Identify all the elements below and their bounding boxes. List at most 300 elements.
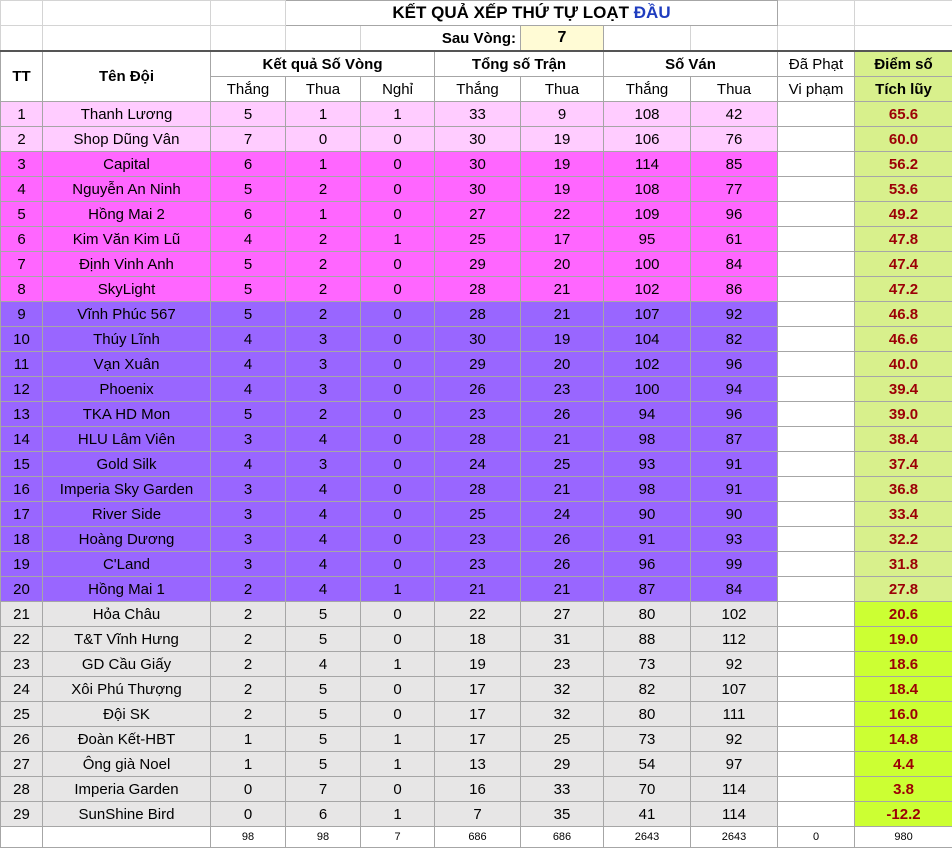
game-loss-cell: 112 — [691, 627, 778, 652]
table-row — [1, 177, 952, 202]
points-cell: 40.0 — [855, 352, 952, 377]
team-name-cell: Phoenix — [43, 377, 211, 402]
rank-cell: 5 — [1, 202, 43, 227]
totals-row — [1, 827, 952, 848]
round-loss-cell: 4 — [286, 577, 361, 602]
game-loss-cell: 84 — [691, 252, 778, 277]
table-row — [1, 627, 952, 652]
points-cell: 37.4 — [855, 452, 952, 477]
total-rw-cell: 98 — [211, 827, 286, 848]
penalty-cell — [778, 102, 855, 127]
points-cell: 19.0 — [855, 627, 952, 652]
points-cell: 47.4 — [855, 252, 952, 277]
table-row — [1, 652, 952, 677]
round-rest-cell: 0 — [361, 552, 435, 577]
game-loss-cell: 97 — [691, 752, 778, 777]
penalty-cell — [778, 652, 855, 677]
points-cell: 56.2 — [855, 152, 952, 177]
game-win-cell: 87 — [604, 577, 691, 602]
round-rest-cell: 0 — [361, 277, 435, 302]
penalty-cell — [778, 477, 855, 502]
game-win-cell: 98 — [604, 427, 691, 452]
penalty-cell — [778, 702, 855, 727]
game-win-cell: 108 — [604, 102, 691, 127]
round-rest-cell: 0 — [361, 202, 435, 227]
game-loss-cell: 76 — [691, 127, 778, 152]
game-loss-cell: 99 — [691, 552, 778, 577]
game-loss-cell: 90 — [691, 502, 778, 527]
match-win-cell: 13 — [435, 752, 521, 777]
points-cell: 46.8 — [855, 302, 952, 327]
rank-cell: 18 — [1, 527, 43, 552]
match-win-cell: 23 — [435, 552, 521, 577]
round-loss-cell: 5 — [286, 627, 361, 652]
round-loss-cell: 4 — [286, 427, 361, 452]
round-loss-cell: 0 — [286, 127, 361, 152]
team-name-cell: Nguyễn An Ninh — [43, 177, 211, 202]
round-win-cell: 7 — [211, 127, 286, 152]
points-cell: 38.4 — [855, 427, 952, 452]
round-win-cell: 0 — [211, 777, 286, 802]
rank-cell: 22 — [1, 627, 43, 652]
match-win-cell: 21 — [435, 577, 521, 602]
round-rest-cell: 0 — [361, 127, 435, 152]
game-win-cell: 54 — [604, 752, 691, 777]
round-loss-cell: 1 — [286, 102, 361, 127]
round-label: Sau Vòng: — [361, 26, 521, 52]
match-loss-cell: 21 — [521, 302, 604, 327]
round-rest-cell: 0 — [361, 477, 435, 502]
points-cell: 27.8 — [855, 577, 952, 602]
round-loss-cell: 4 — [286, 502, 361, 527]
match-win-cell: 26 — [435, 377, 521, 402]
round-rest-cell: 0 — [361, 452, 435, 477]
match-loss-cell: 21 — [521, 427, 604, 452]
match-win-cell: 23 — [435, 402, 521, 427]
team-name-cell: SkyLight — [43, 277, 211, 302]
points-cell: 39.4 — [855, 377, 952, 402]
table-row — [1, 352, 952, 377]
team-name-cell: Vĩnh Phúc 567 — [43, 302, 211, 327]
match-win-cell: 30 — [435, 177, 521, 202]
round-rest-cell: 0 — [361, 777, 435, 802]
match-loss-cell: 29 — [521, 752, 604, 777]
match-loss-cell: 19 — [521, 127, 604, 152]
round-rest-cell: 1 — [361, 102, 435, 127]
rank-cell: 6 — [1, 227, 43, 252]
penalty-cell — [778, 727, 855, 752]
match-loss-cell: 19 — [521, 152, 604, 177]
table-row — [1, 277, 952, 302]
table-row — [1, 227, 952, 252]
round-loss-cell: 6 — [286, 802, 361, 827]
header-points-top: Điểm số — [855, 51, 952, 77]
round-loss-cell: 3 — [286, 377, 361, 402]
penalty-cell — [778, 752, 855, 777]
game-win-cell: 100 — [604, 377, 691, 402]
round-loss-cell: 1 — [286, 152, 361, 177]
rank-cell: 1 — [1, 102, 43, 127]
round-loss-cell: 2 — [286, 302, 361, 327]
round-win-cell: 2 — [211, 652, 286, 677]
table-row — [1, 302, 952, 327]
game-loss-cell: 77 — [691, 177, 778, 202]
penalty-cell — [778, 252, 855, 277]
rank-cell: 20 — [1, 577, 43, 602]
penalty-cell — [778, 777, 855, 802]
title-highlight: ĐẦU — [633, 3, 671, 22]
game-loss-cell: 91 — [691, 452, 778, 477]
match-loss-cell: 25 — [521, 727, 604, 752]
table-row — [1, 677, 952, 702]
match-loss-cell: 23 — [521, 652, 604, 677]
game-win-cell: 88 — [604, 627, 691, 652]
game-loss-cell: 92 — [691, 727, 778, 752]
game-loss-cell: 84 — [691, 577, 778, 602]
match-loss-cell: 19 — [521, 177, 604, 202]
game-loss-cell: 111 — [691, 702, 778, 727]
round-win-cell: 5 — [211, 402, 286, 427]
team-name-cell: Ông già Noel — [43, 752, 211, 777]
game-win-cell: 102 — [604, 277, 691, 302]
rank-cell: 11 — [1, 352, 43, 377]
penalty-cell — [778, 627, 855, 652]
points-cell: -12.2 — [855, 802, 952, 827]
game-win-cell: 106 — [604, 127, 691, 152]
team-name-cell: Hồng Mai 2 — [43, 202, 211, 227]
rank-cell: 29 — [1, 802, 43, 827]
round-loss-cell: 3 — [286, 352, 361, 377]
round-rest-cell: 0 — [361, 302, 435, 327]
game-loss-cell: 91 — [691, 477, 778, 502]
header-game-loss: Thua — [691, 77, 778, 102]
title-row — [1, 1, 952, 26]
match-win-cell: 23 — [435, 527, 521, 552]
team-name-cell: Thúy Lĩnh — [43, 327, 211, 352]
table-row — [1, 427, 952, 452]
points-cell: 33.4 — [855, 502, 952, 527]
match-loss-cell: 21 — [521, 477, 604, 502]
game-win-cell: 80 — [604, 602, 691, 627]
match-loss-cell: 26 — [521, 527, 604, 552]
round-rest-cell: 1 — [361, 577, 435, 602]
header-round-rest: Nghỉ — [361, 77, 435, 102]
rank-cell: 27 — [1, 752, 43, 777]
round-win-cell: 5 — [211, 252, 286, 277]
rank-cell: 15 — [1, 452, 43, 477]
rank-cell: 13 — [1, 402, 43, 427]
round-rest-cell: 0 — [361, 352, 435, 377]
round-win-cell: 3 — [211, 552, 286, 577]
rank-cell: 4 — [1, 177, 43, 202]
rank-cell: 19 — [1, 552, 43, 577]
match-loss-cell: 17 — [521, 227, 604, 252]
match-win-cell: 17 — [435, 677, 521, 702]
round-loss-cell: 5 — [286, 602, 361, 627]
points-cell: 39.0 — [855, 402, 952, 427]
penalty-cell — [778, 552, 855, 577]
header-team: Tên Đội — [43, 51, 211, 102]
game-win-cell: 102 — [604, 352, 691, 377]
total-gw-cell: 2643 — [604, 827, 691, 848]
penalty-cell — [778, 227, 855, 252]
penalty-cell — [778, 802, 855, 827]
game-loss-cell: 92 — [691, 652, 778, 677]
round-loss-cell: 5 — [286, 752, 361, 777]
rank-cell: 17 — [1, 502, 43, 527]
penalty-cell — [778, 677, 855, 702]
rank-cell: 3 — [1, 152, 43, 177]
penalty-cell — [778, 602, 855, 627]
team-name-cell: Định Vinh Anh — [43, 252, 211, 277]
match-win-cell: 29 — [435, 252, 521, 277]
match-win-cell: 19 — [435, 652, 521, 677]
round-loss-cell: 4 — [286, 527, 361, 552]
game-win-cell: 70 — [604, 777, 691, 802]
team-name-cell: Xôi Phú Thượng — [43, 677, 211, 702]
round-rest-cell: 0 — [361, 252, 435, 277]
total-pts-cell: 980 — [855, 827, 952, 848]
round-loss-cell: 2 — [286, 402, 361, 427]
penalty-cell — [778, 352, 855, 377]
team-name-cell: River Side — [43, 502, 211, 527]
total-ml-cell: 686 — [521, 827, 604, 848]
match-loss-cell: 27 — [521, 602, 604, 627]
game-loss-cell: 85 — [691, 152, 778, 177]
round-win-cell: 5 — [211, 277, 286, 302]
round-loss-cell: 5 — [286, 727, 361, 752]
header-match-win: Thắng — [435, 77, 521, 102]
penalty-cell — [778, 377, 855, 402]
team-name-cell: Capital — [43, 152, 211, 177]
points-cell: 46.6 — [855, 327, 952, 352]
round-win-cell: 4 — [211, 377, 286, 402]
rank-cell: 23 — [1, 652, 43, 677]
empty-cell — [43, 827, 211, 848]
match-loss-cell: 22 — [521, 202, 604, 227]
game-win-cell: 80 — [604, 702, 691, 727]
team-name-cell: Đội SK — [43, 702, 211, 727]
points-cell: 32.2 — [855, 527, 952, 552]
table-row — [1, 802, 952, 827]
rank-cell: 2 — [1, 127, 43, 152]
match-loss-cell: 20 — [521, 352, 604, 377]
match-win-cell: 29 — [435, 352, 521, 377]
round-win-cell: 4 — [211, 327, 286, 352]
rank-cell: 26 — [1, 727, 43, 752]
game-win-cell: 73 — [604, 652, 691, 677]
team-name-cell: Vạn Xuân — [43, 352, 211, 377]
table-row — [1, 727, 952, 752]
match-win-cell: 25 — [435, 502, 521, 527]
points-cell: 60.0 — [855, 127, 952, 152]
rank-cell: 12 — [1, 377, 43, 402]
penalty-cell — [778, 302, 855, 327]
match-win-cell: 25 — [435, 227, 521, 252]
round-loss-cell: 4 — [286, 552, 361, 577]
header-games: Số Ván — [604, 51, 778, 77]
game-win-cell: 73 — [604, 727, 691, 752]
round-value[interactable]: 7 — [521, 26, 604, 52]
round-win-cell: 5 — [211, 302, 286, 327]
game-loss-cell: 114 — [691, 802, 778, 827]
game-loss-cell: 42 — [691, 102, 778, 127]
total-rr-cell: 7 — [361, 827, 435, 848]
points-cell: 3.8 — [855, 777, 952, 802]
penalty-cell — [778, 277, 855, 302]
table-row — [1, 777, 952, 802]
team-name-cell: TKA HD Mon — [43, 402, 211, 427]
match-loss-cell: 31 — [521, 627, 604, 652]
points-cell: 18.6 — [855, 652, 952, 677]
game-win-cell: 93 — [604, 452, 691, 477]
points-cell: 31.8 — [855, 552, 952, 577]
round-win-cell: 6 — [211, 152, 286, 177]
game-win-cell: 96 — [604, 552, 691, 577]
points-cell: 14.8 — [855, 727, 952, 752]
round-win-cell: 2 — [211, 627, 286, 652]
team-name-cell: HLU Lâm Viên — [43, 427, 211, 452]
round-rest-cell: 0 — [361, 152, 435, 177]
round-loss-cell: 2 — [286, 227, 361, 252]
round-loss-cell: 4 — [286, 652, 361, 677]
penalty-cell — [778, 427, 855, 452]
table-row — [1, 452, 952, 477]
team-name-cell: Kim Văn Kim Lũ — [43, 227, 211, 252]
rank-cell: 24 — [1, 677, 43, 702]
round-loss-cell: 7 — [286, 777, 361, 802]
header-rounds: Kết quả Số Vòng — [211, 51, 435, 77]
penalty-cell — [778, 402, 855, 427]
rank-cell: 9 — [1, 302, 43, 327]
team-name-cell: Đoàn Kết-HBT — [43, 727, 211, 752]
round-win-cell: 4 — [211, 452, 286, 477]
table-row — [1, 102, 952, 127]
total-rl-cell: 98 — [286, 827, 361, 848]
match-loss-cell: 24 — [521, 502, 604, 527]
points-cell: 49.2 — [855, 202, 952, 227]
round-win-cell: 0 — [211, 802, 286, 827]
match-loss-cell: 21 — [521, 577, 604, 602]
match-loss-cell: 32 — [521, 677, 604, 702]
points-cell: 47.2 — [855, 277, 952, 302]
round-win-cell: 1 — [211, 727, 286, 752]
match-win-cell: 30 — [435, 327, 521, 352]
game-loss-cell: 94 — [691, 377, 778, 402]
game-loss-cell: 86 — [691, 277, 778, 302]
round-win-cell: 4 — [211, 227, 286, 252]
table-row — [1, 577, 952, 602]
round-rest-cell: 0 — [361, 602, 435, 627]
round-win-cell: 5 — [211, 177, 286, 202]
points-cell: 53.6 — [855, 177, 952, 202]
table-row — [1, 252, 952, 277]
team-name-cell: Thanh Lương — [43, 102, 211, 127]
points-cell: 20.6 — [855, 602, 952, 627]
match-win-cell: 28 — [435, 477, 521, 502]
match-win-cell: 22 — [435, 602, 521, 627]
game-win-cell: 107 — [604, 302, 691, 327]
match-win-cell: 17 — [435, 727, 521, 752]
round-rest-cell: 0 — [361, 702, 435, 727]
penalty-cell — [778, 127, 855, 152]
round-rest-cell: 1 — [361, 652, 435, 677]
team-name-cell: SunShine Bird — [43, 802, 211, 827]
round-rest-cell: 0 — [361, 527, 435, 552]
rank-cell: 28 — [1, 777, 43, 802]
round-loss-cell: 3 — [286, 452, 361, 477]
game-win-cell: 114 — [604, 152, 691, 177]
game-win-cell: 41 — [604, 802, 691, 827]
rank-cell: 8 — [1, 277, 43, 302]
match-win-cell: 28 — [435, 302, 521, 327]
game-loss-cell: 96 — [691, 352, 778, 377]
team-name-cell: GD Cầu Giấy — [43, 652, 211, 677]
points-cell: 65.6 — [855, 102, 952, 127]
game-win-cell: 82 — [604, 677, 691, 702]
round-row — [1, 26, 952, 52]
match-win-cell: 30 — [435, 127, 521, 152]
rank-cell: 7 — [1, 252, 43, 277]
game-loss-cell: 102 — [691, 602, 778, 627]
round-rest-cell: 0 — [361, 427, 435, 452]
round-win-cell: 3 — [211, 502, 286, 527]
penalty-cell — [778, 152, 855, 177]
penalty-cell — [778, 177, 855, 202]
game-win-cell: 108 — [604, 177, 691, 202]
table-row — [1, 752, 952, 777]
game-win-cell: 100 — [604, 252, 691, 277]
game-loss-cell: 96 — [691, 202, 778, 227]
match-win-cell: 24 — [435, 452, 521, 477]
points-cell: 4.4 — [855, 752, 952, 777]
round-rest-cell: 0 — [361, 502, 435, 527]
penalty-cell — [778, 202, 855, 227]
game-win-cell: 98 — [604, 477, 691, 502]
total-pen-cell: 0 — [778, 827, 855, 848]
penalty-cell — [778, 527, 855, 552]
round-rest-cell: 0 — [361, 327, 435, 352]
match-loss-cell: 21 — [521, 277, 604, 302]
round-loss-cell: 2 — [286, 277, 361, 302]
game-loss-cell: 92 — [691, 302, 778, 327]
match-loss-cell: 35 — [521, 802, 604, 827]
game-loss-cell: 87 — [691, 427, 778, 452]
game-win-cell: 94 — [604, 402, 691, 427]
table-row — [1, 202, 952, 227]
team-name-cell: Shop Dũng Vân — [43, 127, 211, 152]
table-row — [1, 327, 952, 352]
header-game-win: Thắng — [604, 77, 691, 102]
game-loss-cell: 107 — [691, 677, 778, 702]
match-loss-cell: 23 — [521, 377, 604, 402]
penalty-cell — [778, 577, 855, 602]
table-row — [1, 477, 952, 502]
rank-cell: 14 — [1, 427, 43, 452]
round-rest-cell: 0 — [361, 402, 435, 427]
team-name-cell: Hỏa Châu — [43, 602, 211, 627]
round-win-cell: 3 — [211, 477, 286, 502]
match-loss-cell: 32 — [521, 702, 604, 727]
empty-cell — [1, 827, 43, 848]
round-rest-cell: 1 — [361, 802, 435, 827]
match-win-cell: 28 — [435, 277, 521, 302]
game-loss-cell: 93 — [691, 527, 778, 552]
round-win-cell: 2 — [211, 602, 286, 627]
game-win-cell: 91 — [604, 527, 691, 552]
team-name-cell: Imperia Garden — [43, 777, 211, 802]
round-loss-cell: 3 — [286, 327, 361, 352]
